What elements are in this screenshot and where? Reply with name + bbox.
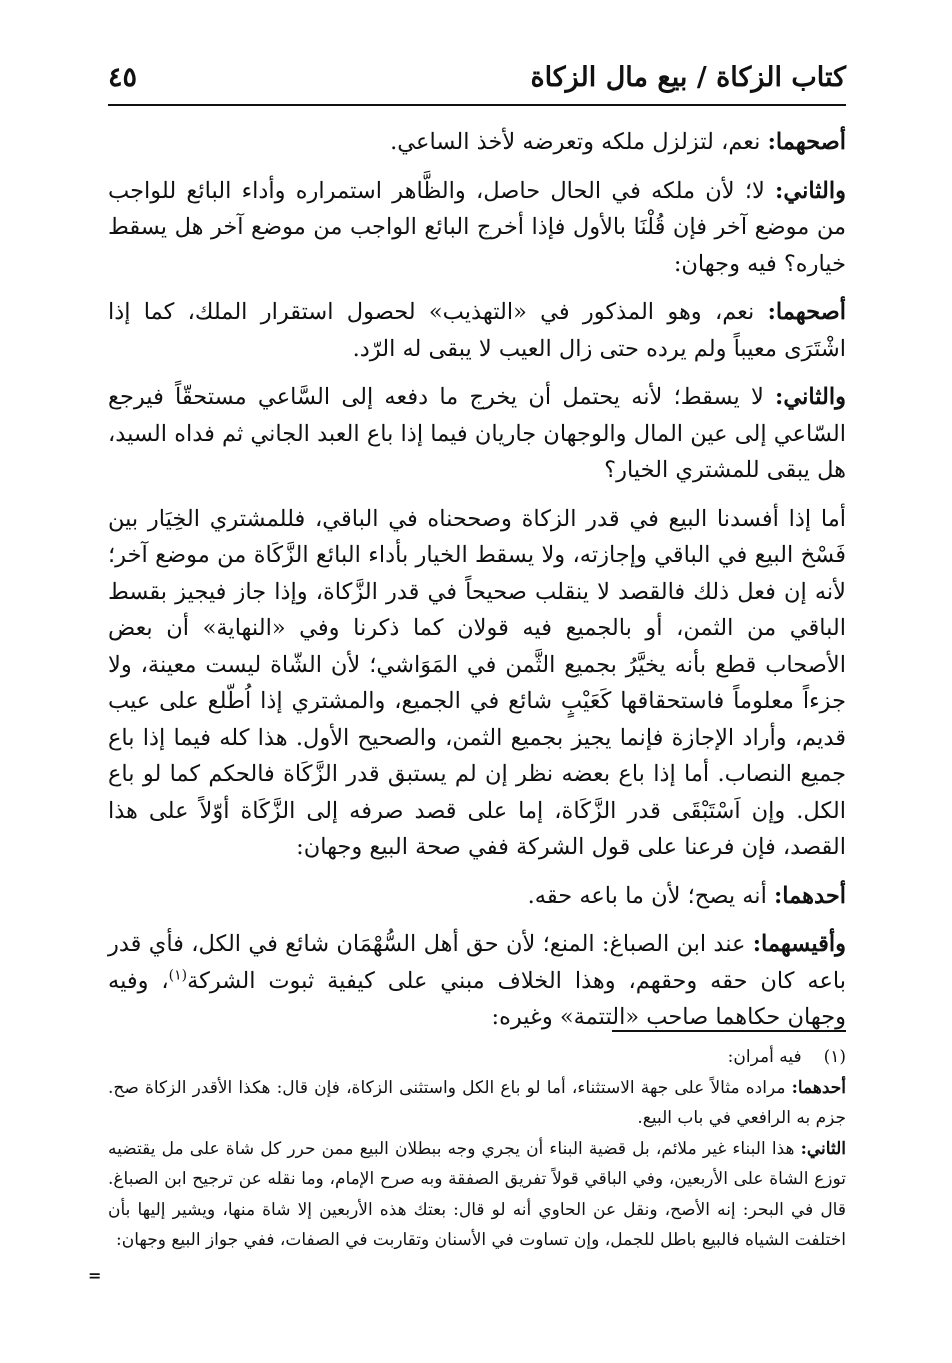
- continued-mark: =: [88, 1266, 102, 1285]
- paragraph-text: نعم، لتزلزل ملكه وتعرضه لأخذ الساعي.: [390, 129, 768, 155]
- paragraph: [108, 926, 846, 1036]
- page-number: ٤٥: [108, 62, 138, 93]
- paragraph: [108, 173, 846, 283]
- paragraph-lead: أصحهما:: [767, 129, 846, 155]
- header-rule: [108, 104, 846, 106]
- footnotes: [108, 1042, 846, 1256]
- paragraph-lead: والثاني:: [775, 177, 846, 204]
- paragraph-text: أنه يصح؛ لأن ما باعه حقه.: [527, 882, 774, 909]
- paragraph-lead: وأقيسهما:: [752, 931, 846, 957]
- paragraph: [108, 379, 846, 489]
- footnote-text: هذا البناء غير ملائم، بل قضية البناء أن يجري وجه ببطلان البيع ممن حرر كل شاة على مل يقتضيه توزع الشاة على الأربعين، وفي الباقي قولاً تفريق الصفقة وبه صرح الإمام، وما نقله عن ترجيح ابن الصباغ. قال في البحر: إنه الأصح، ونقل عن الحاوي أنه لو قال: بعتك هذه الأربعين إلا شاة منها، ويشير إليها بأن اختلفت الشياه فالبيع باطل للجمل، وإن تساوت في الأسنان وتقاربت في الصفات، ففي جواز البيع وجهان:: [108, 1138, 846, 1250]
- running-title: كتاب الزكاة / بيع مال الزكاة: [530, 62, 846, 93]
- page-header: [108, 58, 846, 108]
- footnote-text: مراده مثالاً على جهة الاستثناء، أما لو باع الكل واستثنى الزكاة، فإن قال: هكذا الأقدر الزكاة صح. جزم به الرافعي في باب البيع.: [108, 1077, 846, 1128]
- paragraph-text: لا يسقط؛ لأنه يحتمل أن يخرج ما دفعه إلى السَّاعي مستحقّاً فيرجع السّاعي إلى عين المال والوجهان جاريان فيما إذا باع العبد الجاني ثم فداه السيد، هل يبقى للمشتري الخيار؟: [108, 384, 846, 483]
- footnote-marker: (١): [823, 1047, 846, 1067]
- footnote-reference[interactable]: (١): [168, 967, 188, 983]
- paragraph-text: أما إذا أفسدنا البيع في قدر الزكاة وصححناه في الباقي، فللمشتري الخِيَار بين فَسْخ البيع في الباقي وإجازته، ولا يسقط الخيار بأداء البائع الزَّكَاة من موضع آخر؛ لأنه إن فعل ذلك فالقصد لا ينقلب صحيحاً في قدر الزَّكاة، وإذا جاز فيجيز بقسط الباقي من الثمن، أو بالجميع فيه قولان كما ذكرنا وفي «النهاية» أن بعض الأصحاب قطع بأنه يخيَّرُ بجميع الثَّمن في المَوَاشي؛ لأن الشّاة ليست معينة، ولا جزءاً معلوماً فاستحقاقها كَعَيْبٍ شائع في الجميع، والمشتري إذا اُطّلع على عيب قديم، وأراد الإجازة فإنما يجيز بجميع الثمن، والصحيح الأول. هذا كله فيما إذا باع جميع النصاب. أما إذا باع بعضه نظر إن لم يستبق قدر الزَّكَاة فالحكم كما لو باع الكل. وإن اَسْتَبْقَى قدر الزَّكَاة، إما على قصد صرفه إلى الزَّكَاة أوّلاً على هذا القصد، فإن فرعنا على قول الشركة ففي صحة البيع وجهان:: [108, 505, 846, 860]
- paragraph-lead: والثاني:: [775, 384, 846, 410]
- footnote-item: [108, 1134, 846, 1256]
- paragraph-lead: أصحهما:: [767, 299, 846, 325]
- paragraph-text: عند ابن الصباغ: المنع؛ لأن حق أهل السُّهْمَان شائع في الكل، فأي قدر باعه كان حقه وحقهم، وهذا الخلاف مبني على كيفية ثبوت الشركة: [108, 931, 847, 994]
- paragraph: [108, 124, 846, 161]
- footnote-intro: [108, 1042, 846, 1073]
- main-text: [108, 124, 846, 1048]
- paragraph: [108, 878, 846, 915]
- footnote-intro-text: فيه أمران:: [727, 1047, 802, 1067]
- paragraph-text: ، وفيه وجهان حكاهما صاحب «التتمة» وغيره:: [108, 967, 846, 1030]
- footnote-item: [108, 1073, 846, 1134]
- paragraph-text: لا؛ لأن ملكه في الحال حاصل، والظَّاهر استمراره وأداء البائع للواجب من موضع آخر فإن قُلْنَا بالأول فإذا أخرج البائع الواجب من موضع آخر هل يسقط خياره؟ فيه وجهان:: [108, 177, 846, 277]
- paragraph-text: نعم، وهو المذكور في «التهذيب» لحصول استقرار الملك، كما إذا اشْتَرَى معيباً ولم يرده حتى زال العيب لا يبقى له الرّد.: [108, 299, 846, 362]
- paragraph: [108, 501, 846, 866]
- paragraph: [108, 294, 846, 367]
- footnote-lead: أحدهما:: [791, 1077, 846, 1098]
- footnote-separator: [612, 1030, 846, 1032]
- footnote-lead: الثاني:: [800, 1138, 846, 1159]
- paragraph-lead: أحدهما:: [773, 882, 846, 909]
